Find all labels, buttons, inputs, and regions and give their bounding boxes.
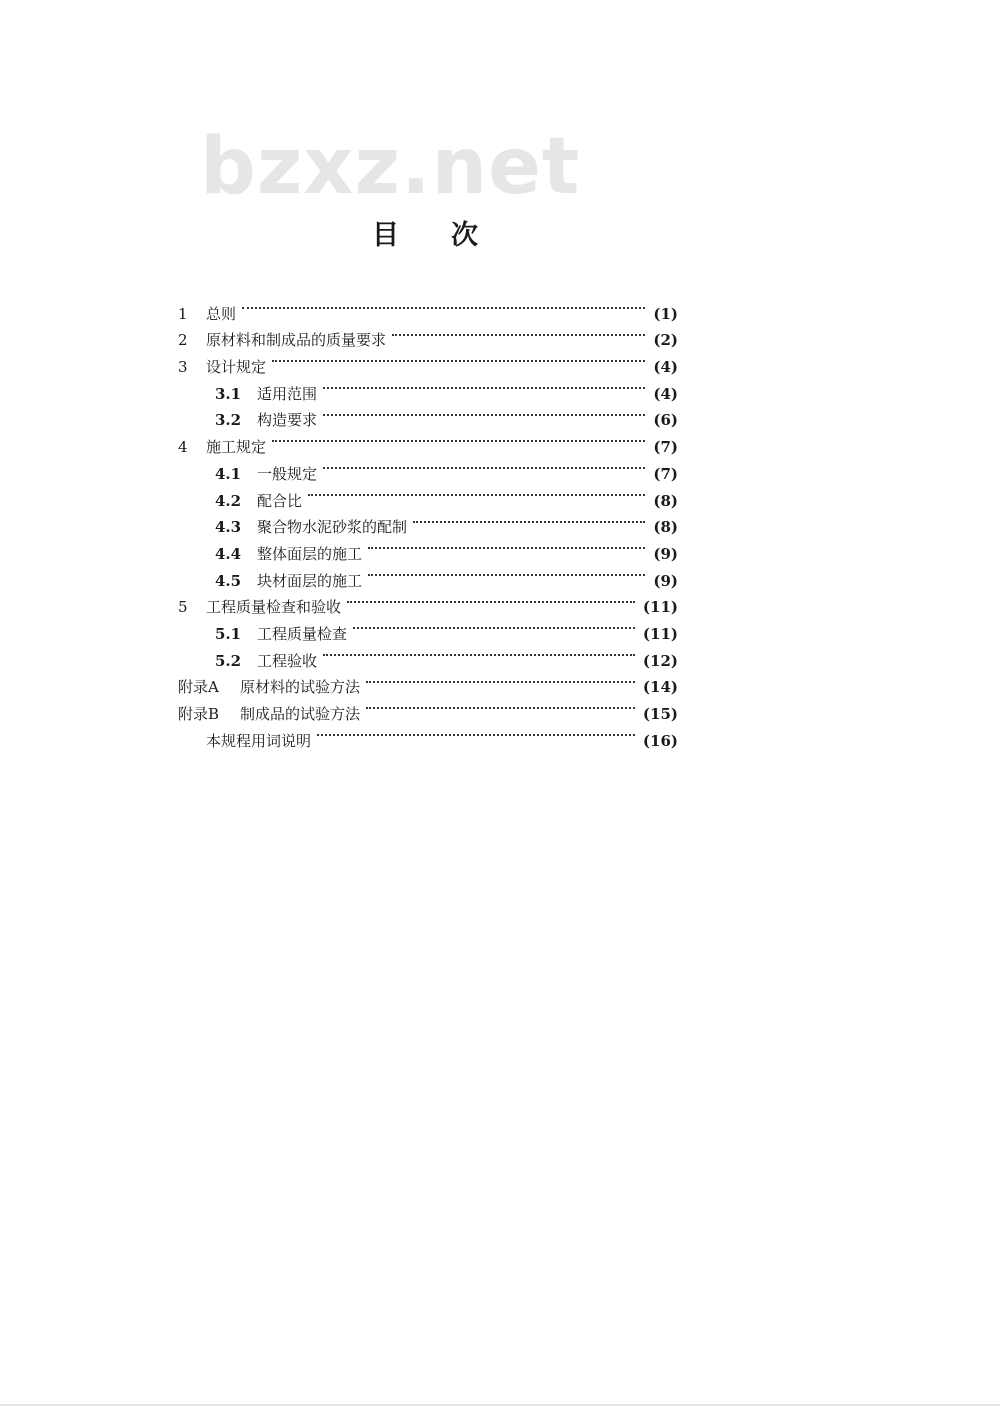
toc-entry-page: (6): [653, 411, 678, 430]
toc-entry-label: 整体面层的施工: [257, 544, 363, 563]
toc-entry-label: 总则: [206, 304, 237, 323]
toc-entry-label: 制成品的试验方法: [240, 705, 361, 723]
toc-entry-page: (15): [642, 705, 678, 723]
toc-entry-number: 4.2: [215, 491, 242, 510]
toc-entry-page: (9): [653, 544, 678, 563]
toc-entry-label: 一般规定: [257, 464, 318, 483]
toc-entry-number: 附录A: [178, 678, 219, 697]
toc-dot-leader: [366, 692, 635, 719]
toc-entry-number: 附录B: [178, 705, 220, 723]
toc-dot-leader: [413, 506, 645, 533]
toc-entry-label: 工程质量检查和验收: [206, 598, 342, 617]
toc-entry-number: 3.1: [215, 384, 242, 403]
toc-entry-page: (1): [653, 304, 678, 323]
toc-entry-page: (4): [653, 384, 678, 403]
toc-dot-leader: [323, 372, 645, 399]
toc-entry-number: 2: [178, 331, 188, 350]
page-title: 目次: [372, 220, 530, 251]
toc-entry-number: 5.1: [215, 624, 242, 643]
toc-entry-page: (7): [653, 464, 678, 483]
toc-entry-label: 聚合物水泥砂浆的配制: [257, 518, 408, 537]
toc-dot-leader: [272, 345, 645, 372]
toc-entry-number: 5: [178, 598, 188, 617]
toc-dot-leader: [317, 719, 635, 746]
toc-entry-number: 4.4: [215, 544, 242, 563]
watermark-logo: bzxz.net: [200, 122, 581, 212]
toc-entry-number: 4.1: [215, 464, 242, 483]
toc-entry-label: 本规程用词说明: [206, 731, 312, 750]
page-bottom-edge: [0, 1404, 1000, 1406]
toc-dot-leader: [323, 639, 635, 666]
toc-entry-number: 5.2: [215, 651, 242, 670]
toc-entry-label: 适用范围: [257, 384, 318, 403]
toc-entry-label: 原材料和制成品的质量要求: [206, 331, 387, 350]
toc-dot-leader: [366, 666, 635, 693]
toc-entry[interactable]: [178, 292, 678, 323]
toc-entry-number: 4: [178, 438, 188, 457]
toc-entry-label: 工程验收: [257, 651, 318, 670]
toc-entry-page: (2): [653, 331, 678, 350]
toc-dot-leader: [323, 399, 645, 426]
toc-entry-page: (7): [653, 438, 678, 457]
toc-entry-label: 设计规定: [206, 358, 267, 377]
toc-entry[interactable]: [178, 319, 678, 350]
toc-entry-page: (9): [653, 571, 678, 590]
toc-entry-label: 块材面层的施工: [257, 571, 363, 590]
toc-entry-number: 1: [178, 304, 188, 323]
toc-dot-leader: [392, 319, 645, 346]
toc-dot-leader: [308, 479, 645, 506]
toc-entry-page: (12): [642, 651, 678, 670]
toc-entry-label: 配合比: [257, 491, 303, 510]
toc-entry-label: 原材料的试验方法: [240, 678, 361, 697]
toc-entry-number: 3: [178, 358, 188, 377]
toc-dot-leader: [242, 292, 645, 319]
toc-entry-page: (11): [642, 598, 678, 617]
toc-entry-label: 工程质量检查: [257, 624, 348, 643]
toc-entry-label: 构造要求: [257, 411, 318, 430]
toc-entry-number: 4.5: [215, 571, 242, 590]
toc-dot-leader: [368, 559, 645, 586]
table-of-contents: [178, 292, 678, 750]
toc-entry-number: 3.2: [215, 411, 242, 430]
toc-entry-page: (16): [642, 731, 678, 750]
toc-dot-leader: [368, 532, 645, 559]
toc-dot-leader: [323, 452, 645, 479]
toc-dot-leader: [353, 612, 635, 639]
toc-dot-leader: [347, 586, 635, 613]
toc-entry-page: (8): [653, 491, 678, 510]
toc-entry-number: 4.3: [215, 518, 242, 537]
toc-entry-page: (11): [642, 624, 678, 643]
toc-entry-page: (8): [653, 518, 678, 537]
toc-entry-page: (14): [642, 678, 678, 697]
toc-entry-page: (4): [653, 358, 678, 377]
toc-dot-leader: [272, 425, 645, 452]
toc-entry-label: 施工规定: [206, 438, 267, 457]
